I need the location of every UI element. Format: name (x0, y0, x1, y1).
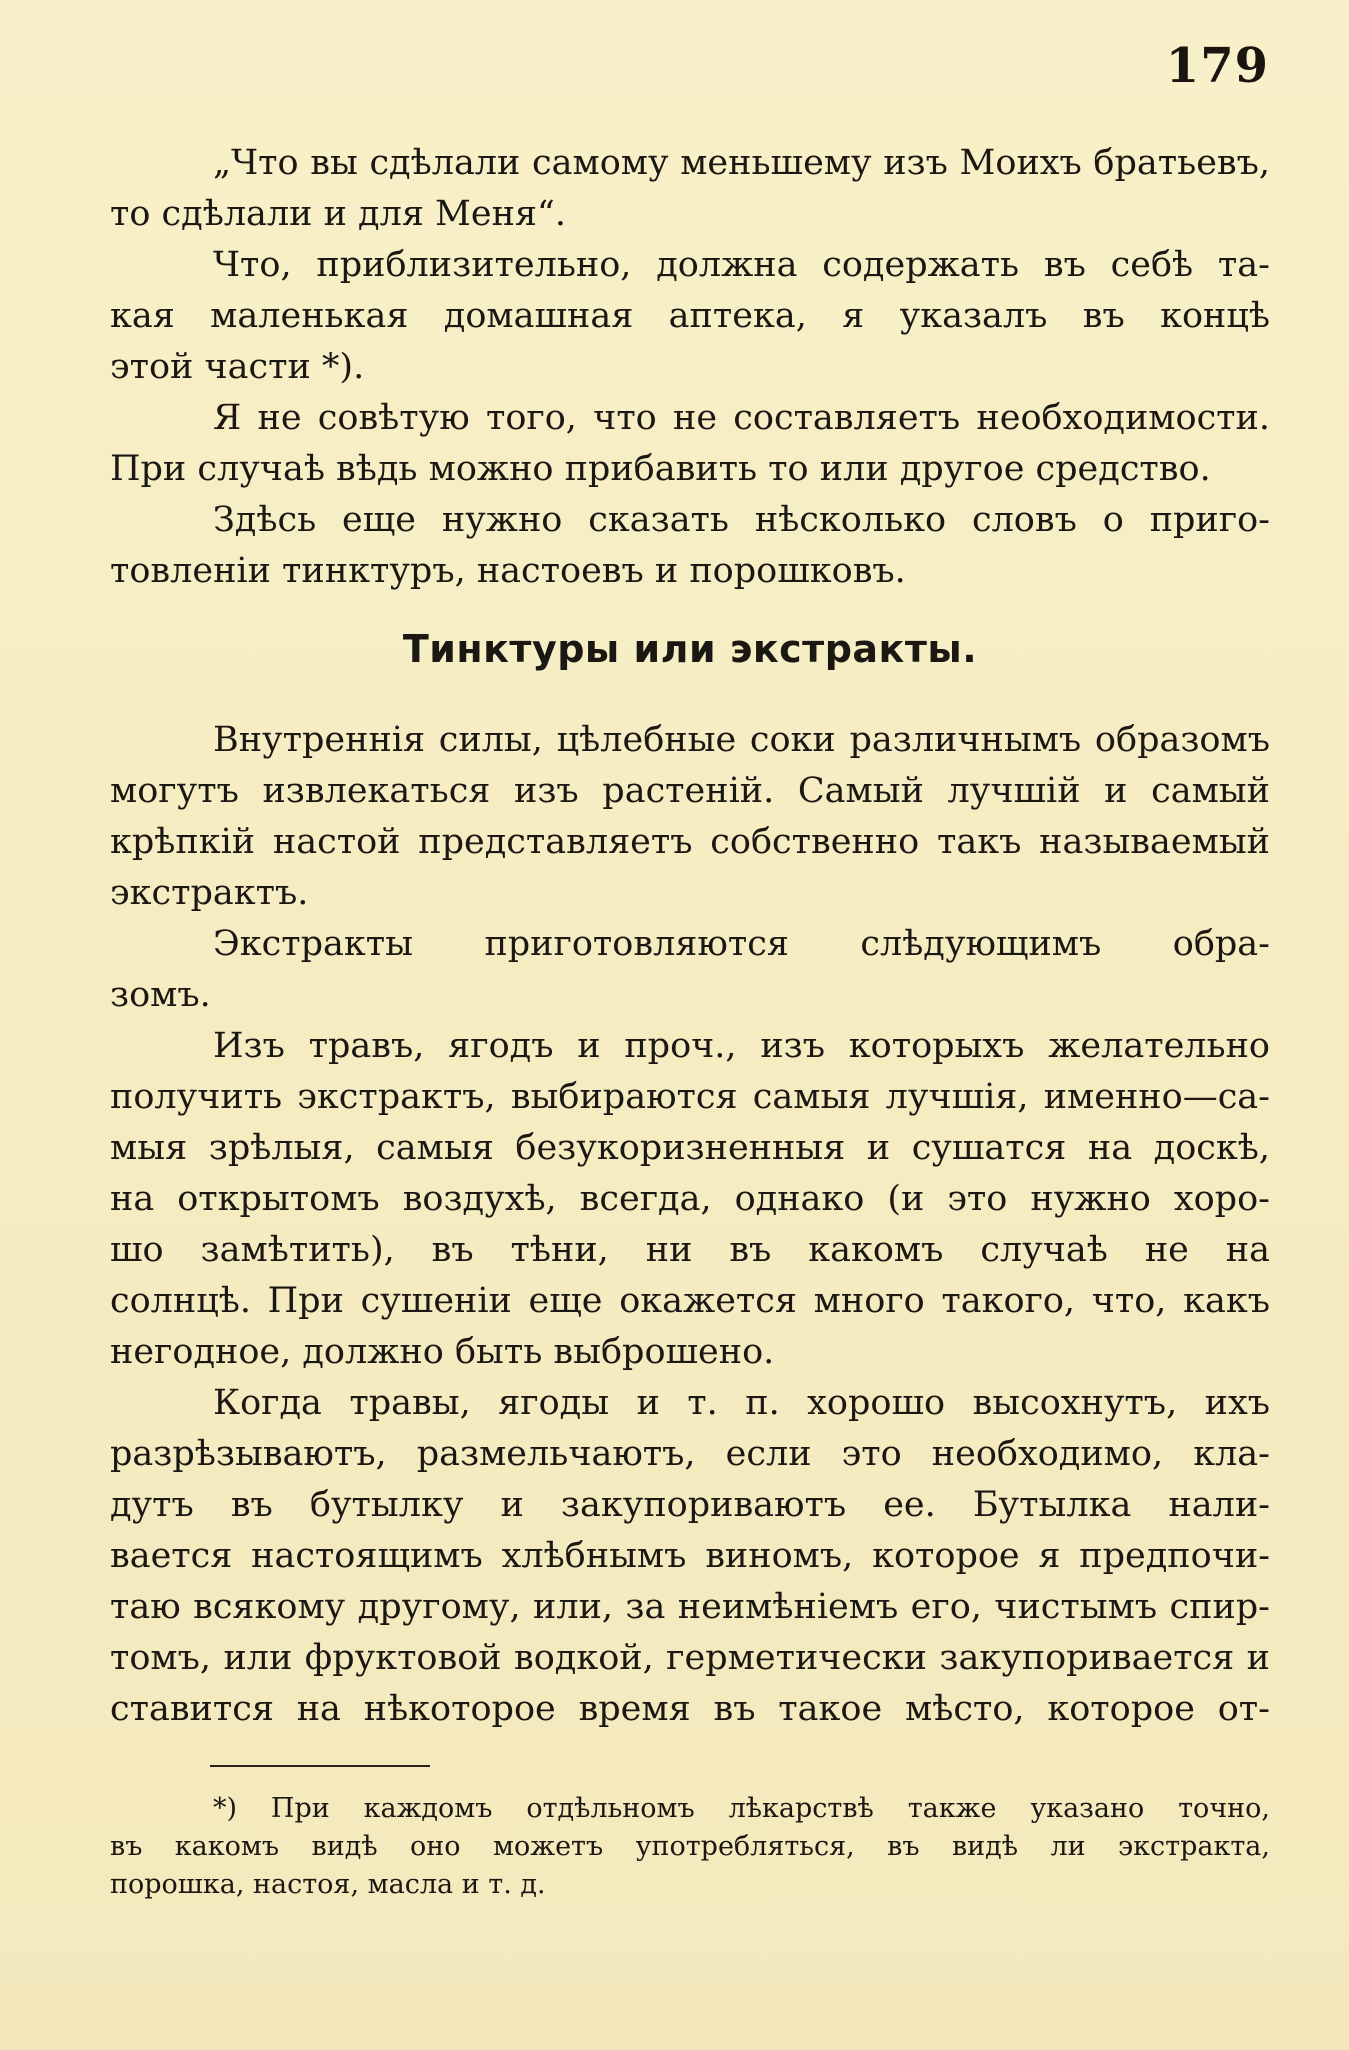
text-line: ставится на нѣкоторое время въ такое мѣсто, которое от- (110, 1689, 1270, 1729)
text-line: Когда травы, ягоды и т. п. хорошо высохнутъ, ихъ (213, 1383, 1270, 1423)
text-line: Экстракты приготовляются слѣдующимъ обра- (213, 924, 1270, 964)
text-line: томъ, или фруктовой водкой, герметически закупоривается и (110, 1638, 1270, 1678)
text-line: Внутреннія силы, цѣлебные соки различнымъ образомъ (213, 720, 1270, 760)
text-line: на открытомъ воздухѣ, всегда, однако (и это нужно хоро- (110, 1179, 1270, 1219)
text-line: зомъ. (110, 975, 211, 1015)
text-line: разрѣзываютъ, размельчаютъ, если это необходимо, кла- (110, 1434, 1270, 1474)
text-line: дутъ въ бутылку и закупориваютъ ее. Бутылка нали- (110, 1485, 1270, 1525)
footnote-line: порошка, настоя, масла и т. д. (110, 1869, 546, 1900)
text-line: Я не совѣтую того, что не составляетъ необходимости. (213, 398, 1270, 438)
footnote-line: въ какомъ видѣ оно можетъ употребляться, въ видѣ ли экстракта, (110, 1831, 1270, 1862)
paragraph (110, 1378, 1270, 1735)
page-number: 179 (1165, 38, 1269, 94)
text-line: мыя зрѣлыя, самыя безукоризненныя и сушатся на доскѣ, (110, 1128, 1270, 1168)
text-line: солнцѣ. При сушеніи еще окажется много такого, что, какъ (110, 1281, 1270, 1321)
footnote (110, 1790, 1270, 1904)
text-line: этой части *). (110, 347, 365, 387)
text-line: При случаѣ вѣдь можно прибавить то или другое средство. (110, 449, 1211, 489)
paragraph (110, 1021, 1270, 1378)
text-line: таю всякому другому, или, за неимѣніемъ его, чистымъ спир- (110, 1587, 1270, 1627)
paragraph (110, 919, 1270, 1021)
text-line: вается настоящимъ хлѣбнымъ виномъ, которое я предпочи- (110, 1536, 1270, 1576)
page-body (110, 138, 1270, 1735)
footnote-divider (210, 1765, 430, 1767)
text-line: товленiи тинктуръ, настоевъ и порошковъ. (110, 551, 906, 591)
paragraph (110, 138, 1270, 240)
text-line: шо замѣтить), въ тѣни, ни въ какомъ случаѣ не на (110, 1230, 1270, 1270)
text-line: Что, приблизительно, должна содержать въ себѣ та- (213, 245, 1270, 285)
text-line: Изъ травъ, ягодъ и проч., изъ которыхъ желательно (213, 1026, 1270, 1066)
paragraph (110, 495, 1270, 597)
text-line: получить экстрактъ, выбираются самыя лучшія, именно—са- (110, 1077, 1270, 1117)
text-line: крѣпкій настой представляетъ собственно такъ называемый (110, 822, 1270, 862)
text-line: Здѣсь еще нужно сказать нѣсколько словъ о приго- (213, 500, 1270, 540)
text-line: могутъ извлекаться изъ растеній. Самый лучшій и самый (110, 771, 1270, 811)
paragraph (110, 393, 1270, 495)
section-heading: Тинктуры или экстракты. (402, 627, 978, 671)
text-line: негодное, должно быть выброшено. (110, 1332, 775, 1372)
paragraph (110, 715, 1270, 919)
paragraph (110, 240, 1270, 393)
text-line: „Что вы сдѣлали самому меньшему изъ Моихъ братьевъ, (213, 143, 1270, 183)
text-line: кая маленькая домашная аптека, я указалъ въ концѣ (110, 296, 1270, 336)
text-line: экстрактъ. (110, 873, 309, 913)
text-line: то сдѣлали и для Меня“. (110, 194, 567, 234)
footnote-line: *) При каждомъ отдѣльномъ лѣкарствѣ также указано точно, (213, 1793, 1270, 1824)
